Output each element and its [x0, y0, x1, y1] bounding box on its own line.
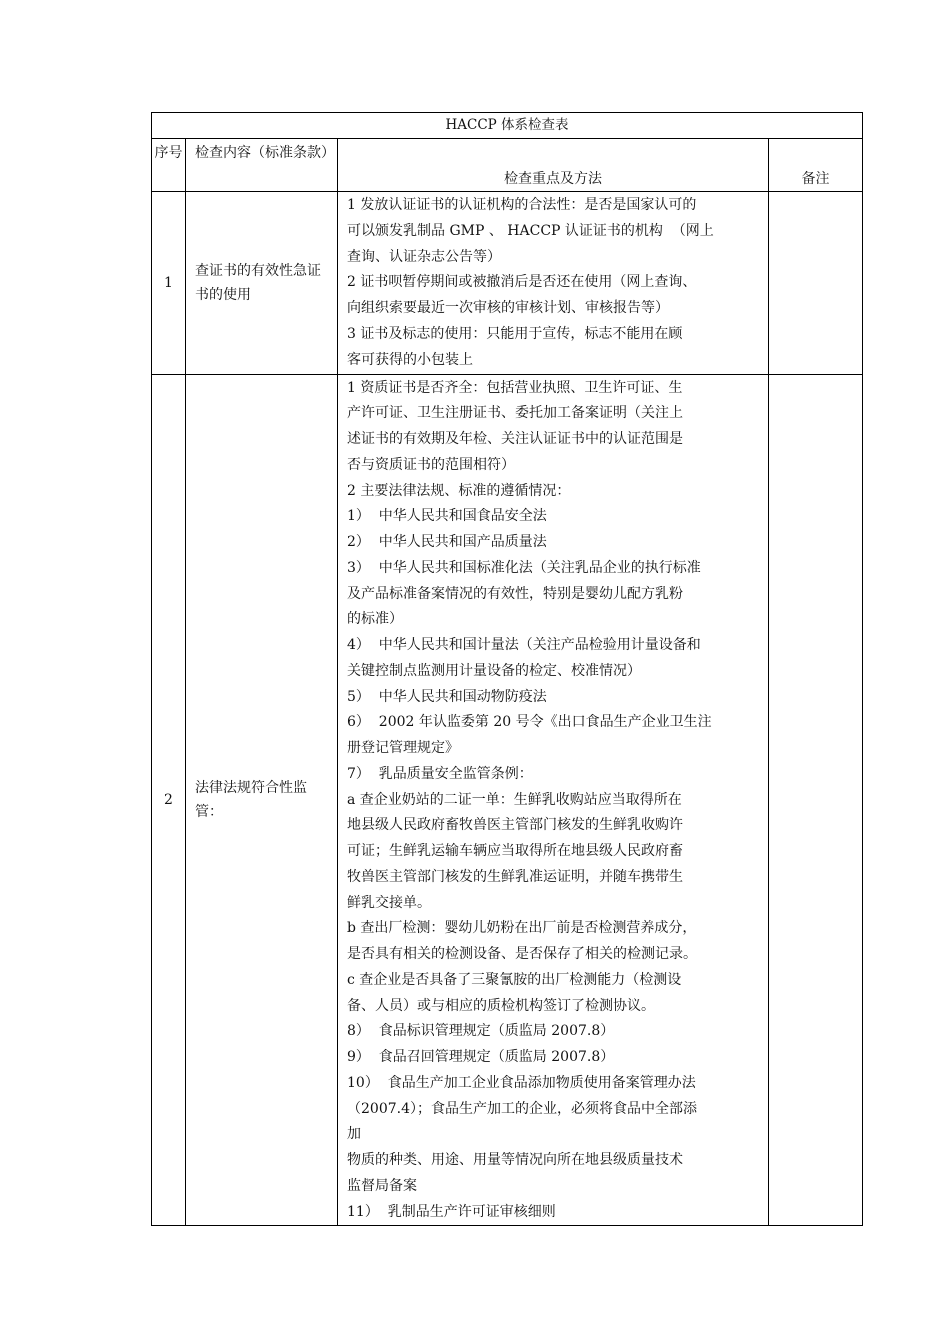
method-line: 及产品标准备案情况的有效性，特别是婴幼儿配方乳粉: [347, 585, 683, 602]
method-line: 可以颁发乳制品 GMP 、 HACCP 认证证书的机构 （网上: [347, 222, 714, 239]
header-no: 序号: [152, 139, 186, 192]
method-line: 6） 2002 年认监委第 20 号令《出口食品生产企业卫生注: [347, 714, 712, 731]
row-method: [338, 192, 769, 375]
method-line: b 查出厂检测：婴幼儿奶粉在出厂前是否检测营养成分，: [347, 920, 697, 937]
row-item: 查证书的有效性急证书的使用: [186, 192, 338, 375]
method-line: 牧兽医主管部门核发的生鲜乳准运证明，并随车携带生: [347, 868, 683, 885]
table-title: HACCP 体系检查表: [152, 113, 863, 139]
header-item: 检查内容（标准条款）: [186, 139, 338, 192]
method-line: 5） 中华人民共和国动物防疫法: [347, 688, 547, 705]
method-line: 可证；生鲜乳运输车辆应当取得所在地县级人民政府畜: [347, 843, 683, 860]
method-line: 述证书的有效期及年检、关注认证证书中的认证范围是: [347, 431, 683, 448]
header-method: 检查重点及方法: [338, 139, 769, 192]
header-note: 备注: [769, 139, 863, 192]
method-line: 加: [347, 1126, 361, 1143]
method-line: （2007.4）；食品生产加工的企业，必须将食品中全部添: [347, 1100, 697, 1117]
method-line: 3 证书及标志的使用：只能用于宣传，标志不能用在顾: [347, 325, 683, 342]
method-line: 鲜乳交接单。: [347, 894, 431, 911]
method-line: 8） 食品标识管理规定（质监局 2007.8）: [347, 1023, 615, 1040]
method-line: 2 证书呗暂停期间或被撤消后是否还在使用（网上查询、: [347, 274, 697, 291]
method-line: 1 发放认证证书的认证机构的合法性：是否是国家认可的: [347, 197, 697, 213]
method-line: 10） 食品生产加工企业食品添加物质使用备案管理办法: [347, 1074, 696, 1091]
method-line: 的标准）: [347, 611, 403, 628]
haccp-checklist-table: [151, 112, 863, 1226]
method-line: 2） 中华人民共和国产品质量法: [347, 534, 547, 551]
row-note: [769, 374, 863, 1226]
method-line: a 查企业奶站的二证一单：生鲜乳收购站应当取得所在: [347, 791, 682, 808]
table-header-row: [152, 139, 863, 192]
method-line: 关键控制点监测用计量设备的检定、校准情况）: [347, 662, 641, 679]
method-line: 2 主要法律法规、标准的遵循情况：: [347, 482, 571, 499]
method-line: 11） 乳制品生产许可证审核细则: [347, 1203, 556, 1220]
method-line: 监督局备案: [347, 1177, 417, 1194]
method-line: 9） 食品召回管理规定（质监局 2007.8）: [347, 1049, 615, 1066]
table-row: [152, 374, 863, 1226]
method-line: 物质的种类、用途、用量等情况向所在地县级质量技术: [347, 1152, 683, 1169]
table-row: [152, 192, 863, 375]
row-item: 法律法规符合性监管：: [186, 374, 338, 1226]
method-line: 否与资质证书的范围相符）: [347, 456, 515, 473]
row-note: [769, 192, 863, 375]
method-line: 地县级人民政府畜牧兽医主管部门核发的生鲜乳收购许: [347, 817, 683, 834]
method-line: 册登记管理规定》: [347, 740, 459, 757]
row-number: 2: [152, 374, 186, 1226]
method-line: c 查企业是否具备了三聚氰胺的出厂检测能力（检测设: [347, 971, 682, 988]
method-line: 是否具有相关的检测设备、是否保存了相关的检测记录。: [347, 946, 697, 963]
method-line: 客可获得的小包装上: [347, 351, 473, 368]
row-method: [338, 374, 769, 1226]
method-line: 1） 中华人民共和国食品安全法: [347, 508, 547, 525]
method-line: 向组织索要最近一次审核的审核计划、审核报告等）: [347, 300, 669, 317]
method-line: 查询、认证杂志公告等）: [347, 248, 501, 265]
method-line: 3） 中华人民共和国标准化法（关注乳品企业的执行标准: [347, 559, 701, 576]
method-line: 备、人员）或与相应的质检机构签订了检测协议。: [347, 997, 655, 1014]
row-number: 1: [152, 192, 186, 375]
method-line: 7） 乳品质量安全监管条例：: [347, 765, 533, 782]
method-line: 产许可证、卫生注册证书、委托加工备案证明（关注上: [347, 405, 683, 422]
method-line: 4） 中华人民共和国计量法（关注产品检验用计量设备和: [347, 637, 701, 654]
method-line: 1 资质证书是否齐全：包括营业执照、卫生许可证、生: [347, 379, 683, 396]
